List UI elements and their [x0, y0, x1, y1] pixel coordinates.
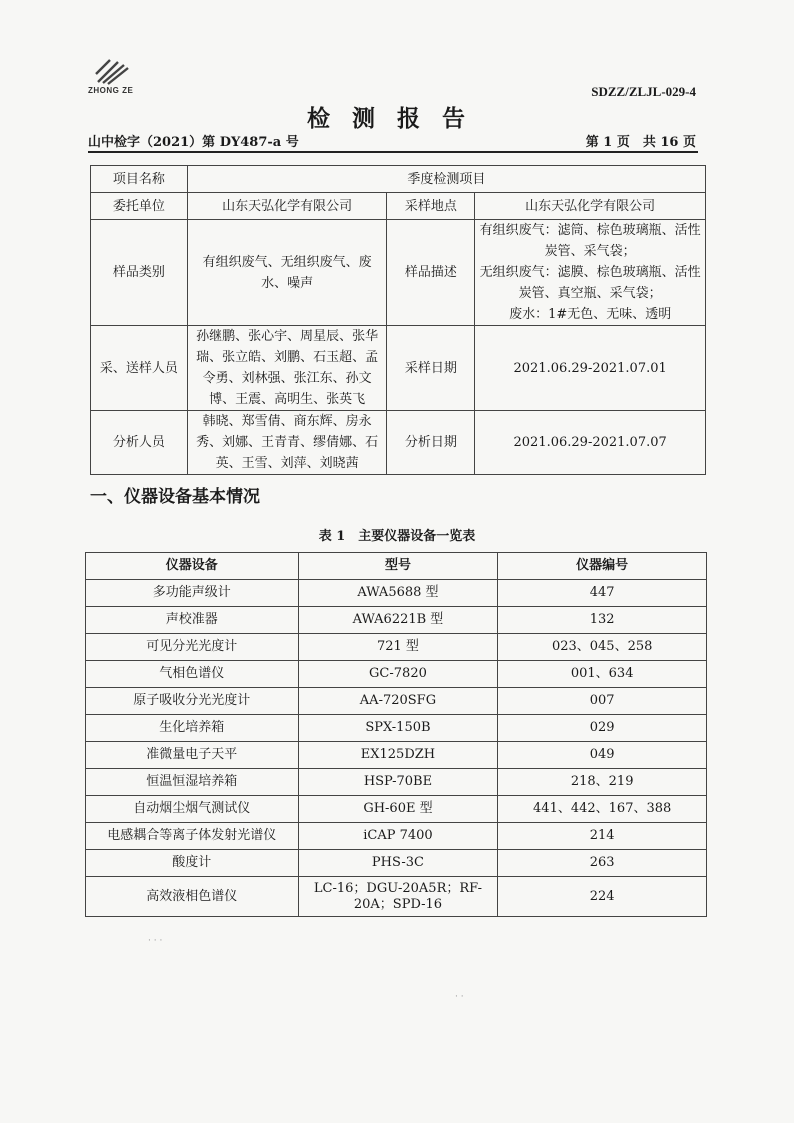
analysts-value: 韩晓、郑雪倩、商东辉、房永秀、刘娜、王青青、缪倩娜、石英、王雪、刘萍、刘晓茜 — [187, 411, 387, 475]
project-value: 季度检测项目 — [187, 166, 705, 193]
client-label: 委托单位 — [91, 193, 188, 220]
report-number: 山中检字（2021）第 DY487-a 号 — [88, 135, 299, 150]
table-row — [86, 850, 707, 877]
table-row — [86, 580, 707, 607]
model-cell: LC-16；DGU-20A5R；RF-20A；SPD-16 — [298, 877, 498, 917]
info-row-samplers — [91, 326, 706, 411]
instrument-table — [85, 552, 707, 917]
model-cell: SPX-150B — [298, 715, 498, 742]
model-cell: EX125DZH — [298, 742, 498, 769]
model-cell: 721 型 — [298, 634, 498, 661]
model-cell: GC-7820 — [298, 661, 498, 688]
instrument-id-cell: 224 — [498, 877, 707, 917]
instrument-name-cell: 自动烟尘烟气测试仪 — [86, 796, 299, 823]
instrument-id-cell: 263 — [498, 850, 707, 877]
client-value: 山东天弘化学有限公司 — [187, 193, 387, 220]
company-logo — [88, 56, 136, 98]
page-title: 检测报告 — [307, 105, 487, 132]
sample-desc-value — [475, 220, 706, 326]
instrument-name-cell: 酸度计 — [86, 850, 299, 877]
project-label: 项目名称 — [91, 166, 188, 193]
scan-mark: · · · — [148, 936, 163, 946]
instrument-name-cell: 原子吸收分光光度计 — [86, 688, 299, 715]
scan-mark: · · — [455, 992, 464, 1002]
model-cell: AWA6221B 型 — [298, 607, 498, 634]
analysts-label: 分析人员 — [91, 411, 188, 475]
table-row — [86, 742, 707, 769]
table-row — [86, 877, 707, 917]
section-heading: 一、仪器设备基本情况 — [90, 487, 260, 507]
table-caption: 表 1 主要仪器设备一览表 — [318, 529, 476, 544]
table-row — [86, 715, 707, 742]
model-cell: GH-60E 型 — [298, 796, 498, 823]
table-row — [86, 688, 707, 715]
instrument-id-cell: 441、442、167、388 — [498, 796, 707, 823]
instrument-name-cell: 气相色谱仪 — [86, 661, 299, 688]
document-code: SDZZ/ZLJL-029-4 — [591, 84, 696, 99]
instrument-name-cell: 电感耦合等离子体发射光谱仪 — [86, 823, 299, 850]
header-divider — [88, 151, 698, 153]
instrument-id-cell: 049 — [498, 742, 707, 769]
instrument-table-header — [86, 553, 707, 580]
info-row-analysts — [91, 411, 706, 475]
column-header: 型号 — [298, 553, 498, 580]
table-row — [86, 823, 707, 850]
instrument-id-cell: 214 — [498, 823, 707, 850]
instrument-name-cell: 声校准器 — [86, 607, 299, 634]
sample-desc-label: 样品描述 — [387, 220, 475, 326]
instrument-table-body — [86, 580, 707, 917]
sampling-date-label: 采样日期 — [387, 326, 475, 411]
report-info-table — [90, 165, 706, 475]
info-row-sample — [91, 220, 706, 326]
instrument-id-cell: 029 — [498, 715, 707, 742]
table-row — [86, 634, 707, 661]
samplers-label: 采、送样人员 — [91, 326, 188, 411]
column-header: 仪器编号 — [498, 553, 707, 580]
instrument-id-cell: 023、045、258 — [498, 634, 707, 661]
column-header: 仪器设备 — [86, 553, 299, 580]
sample-desc-line: 有组织废气：滤筒、棕色玻璃瓶、活性炭管、采气袋； — [479, 223, 701, 259]
instrument-id-cell: 447 — [498, 580, 707, 607]
instrument-id-cell: 007 — [498, 688, 707, 715]
instrument-id-cell: 001、634 — [498, 661, 707, 688]
info-row-client — [91, 193, 706, 220]
model-cell: PHS-3C — [298, 850, 498, 877]
model-cell: AA-720SFG — [298, 688, 498, 715]
sampling-date-value: 2021.06.29-2021.07.01 — [475, 326, 706, 411]
info-row-project — [91, 166, 706, 193]
logo-stripes-icon — [88, 56, 132, 86]
instrument-id-cell: 218、219 — [498, 769, 707, 796]
instrument-name-cell: 高效液相色谱仪 — [86, 877, 299, 917]
instrument-id-cell: 132 — [498, 607, 707, 634]
sample-type-value: 有组织废气、无组织废气、废水、噪声 — [187, 220, 387, 326]
page-number: 第 1 页 共 16 页 — [585, 135, 696, 150]
instrument-name-cell: 生化培养箱 — [86, 715, 299, 742]
instrument-name-cell: 准微量电子天平 — [86, 742, 299, 769]
model-cell: AWA5688 型 — [298, 580, 498, 607]
site-label: 采样地点 — [387, 193, 475, 220]
logo-text: ZHONG ZE — [88, 86, 134, 95]
model-cell: iCAP 7400 — [298, 823, 498, 850]
instrument-name-cell: 可见分光光度计 — [86, 634, 299, 661]
table-row — [86, 607, 707, 634]
sample-type-label: 样品类别 — [91, 220, 188, 326]
samplers-value: 孙继鹏、张心宇、周星辰、张华瑞、张立皓、刘鹏、石玉超、孟令勇、刘林强、张江东、孙文博、王震、高明生、张英飞 — [187, 326, 387, 411]
table-row — [86, 661, 707, 688]
table-row — [86, 796, 707, 823]
instrument-name-cell: 多功能声级计 — [86, 580, 299, 607]
analysis-date-value: 2021.06.29-2021.07.07 — [475, 411, 706, 475]
site-value: 山东天弘化学有限公司 — [475, 193, 706, 220]
sample-desc-line: 无组织废气：滤膜、棕色玻璃瓶、活性炭管、真空瓶、采气袋； — [479, 265, 701, 301]
sample-desc-line: 废水：1#无色、无味、透明 — [509, 307, 672, 322]
table-row — [86, 769, 707, 796]
instrument-name-cell: 恒温恒湿培养箱 — [86, 769, 299, 796]
analysis-date-label: 分析日期 — [387, 411, 475, 475]
model-cell: HSP-70BE — [298, 769, 498, 796]
